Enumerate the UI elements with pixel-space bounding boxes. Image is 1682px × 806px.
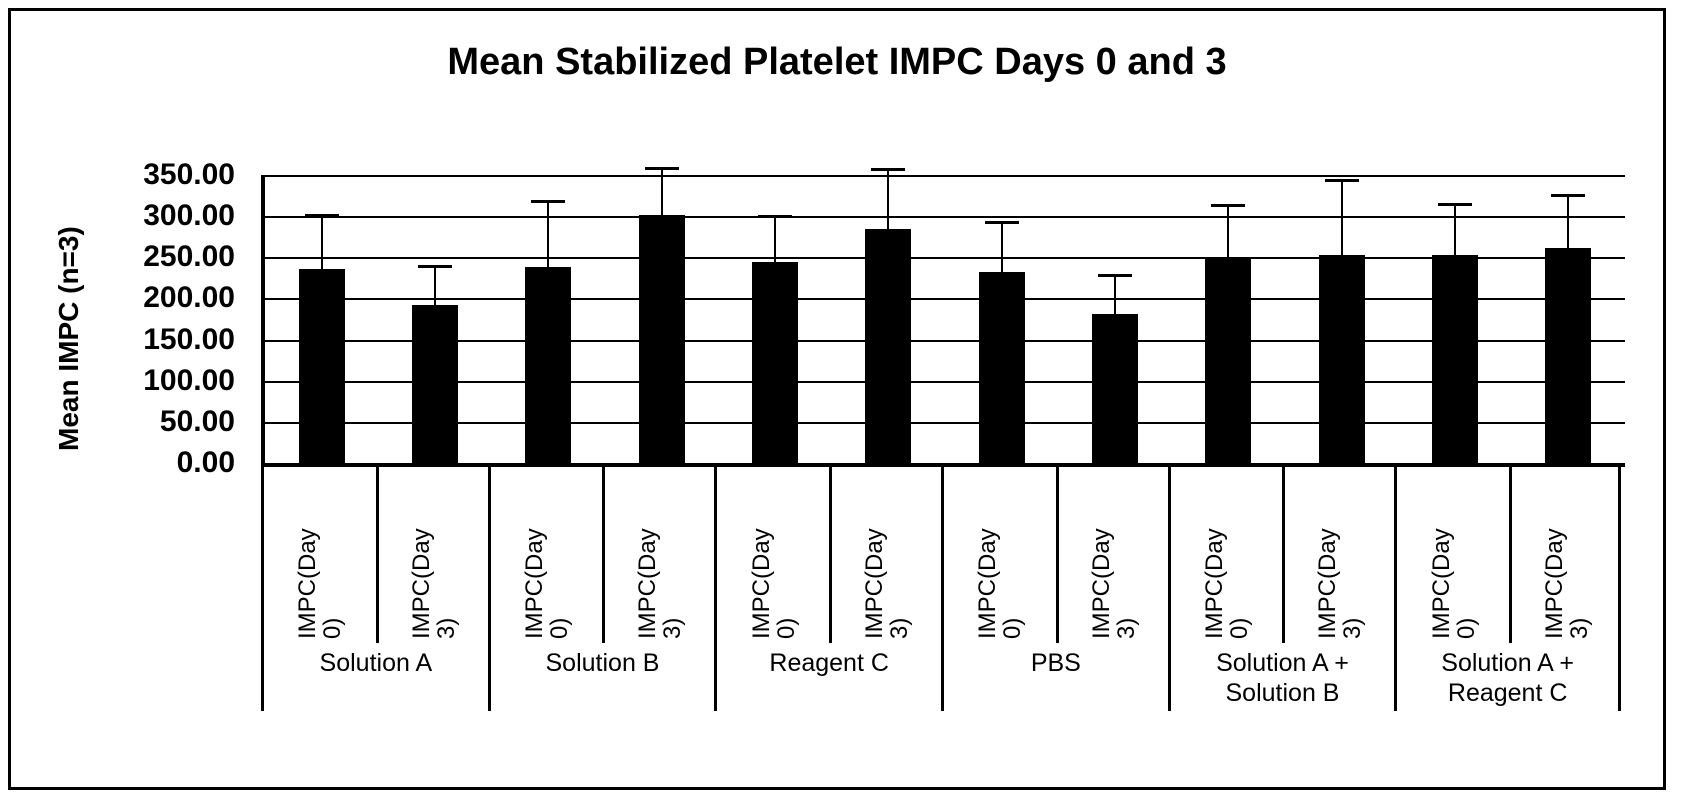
error-bar-cap [1325,179,1359,182]
axis-series-label [1284,463,1397,643]
bar [1545,248,1591,463]
axis-group-label: Solution A + Solution B [1216,649,1349,707]
error-bar-cap [1438,203,1472,206]
error-bar-cap [1098,274,1132,277]
bar-group-cell [1398,175,1511,463]
error-bar-cap [1211,204,1245,207]
error-bar-cap [871,168,905,171]
axis-series-label-text: IMPC(Day 3) [634,528,687,639]
axis-group [1168,463,1395,711]
category-axis-labels [261,463,1621,711]
bar [1432,255,1478,463]
error-bar-line [1001,224,1003,272]
error-bar-line [434,268,436,305]
error-bar-line [321,217,323,269]
axis-group [488,463,715,711]
axis-series-label-text: IMPC(Day 0) [521,528,574,639]
y-tick-label: 250.00 [143,240,235,274]
chart-figure [8,8,1666,790]
bar-group-cell [1285,175,1398,463]
axis-group [941,463,1168,711]
bar-group-cell [1058,175,1171,463]
bar [299,269,345,463]
axis-series-label-text: IMPC(Day 3) [1541,528,1594,639]
error-bar-cap [305,214,339,217]
error-bar-line [774,218,776,262]
axis-series-label [1057,463,1170,643]
axis-group-label: Solution A + Reagent C [1441,649,1575,707]
axis-group-label: PBS [1030,649,1081,677]
bar [865,229,911,463]
axis-series-label [604,463,717,643]
error-bar-cap [418,265,452,268]
axis-group-label: Reagent C [769,649,889,677]
axis-series-label [264,463,377,643]
bar-group-cell [265,175,378,463]
bar [639,215,685,464]
axis-series-label [377,463,490,643]
axis-series-label [717,463,830,643]
error-bar-line [1341,182,1343,254]
axis-group-label: Solution B [545,649,660,677]
bar-group-cell [832,175,945,463]
bar-group-cell [718,175,831,463]
y-tick-label: 50.00 [159,404,235,438]
axis-group [261,463,488,711]
bar-group-cell [492,175,605,463]
axis-series-label [944,463,1057,643]
error-bar-cap [645,167,679,170]
axis-series-label-text: IMPC(Day 0) [747,528,800,639]
axis-series-label [1171,463,1284,643]
y-axis-title: Mean IMPC (n=3) [53,226,84,452]
axis-series-label-text: IMPC(Day 3) [407,528,460,639]
error-bar-cap [1551,194,1585,197]
bar-group-cell [1172,175,1285,463]
axis-group [1394,463,1621,711]
bar [1319,255,1365,463]
error-bar-cap [985,221,1019,224]
axis-series-label [1511,463,1624,643]
axis-series-label-text: IMPC(Day 0) [1201,528,1254,639]
bar [1205,258,1251,463]
bar [412,305,458,463]
error-bar-cap [531,200,565,203]
axis-series-label [1397,463,1510,643]
axis-group-label: Solution A [319,649,433,677]
plot-area [261,175,1625,467]
axis-series-label [831,463,944,643]
axis-series-label [491,463,604,643]
bar [1092,314,1138,463]
y-tick-label: 200.00 [143,281,235,315]
axis-group [714,463,941,711]
bar-group-cell [945,175,1058,463]
error-bar-line [1567,197,1569,248]
axis-series-label-text: IMPC(Day 3) [1314,528,1367,639]
error-bar-line [887,171,889,229]
chart-title: Mean Stabilized Platelet IMPC Days 0 and 3 [447,41,1227,83]
bar [752,262,798,463]
error-bar-line [1114,277,1116,314]
bar-group-cell [605,175,718,463]
bar-group-cell [1512,175,1625,463]
axis-series-label-text: IMPC(Day 3) [1087,528,1140,639]
y-tick-label: 150.00 [143,322,235,356]
axis-series-label-text: IMPC(Day 0) [294,528,347,639]
error-bar-line [661,170,663,214]
y-tick-label: 350.00 [143,158,235,191]
error-bar-line [547,203,549,267]
bar-series [265,175,1625,463]
y-tick-label: 100.00 [143,363,235,397]
axis-series-label-text: IMPC(Day 0) [974,528,1027,639]
y-tick-label: 0.00 [176,446,235,479]
error-bar-cap [758,215,792,218]
axis-series-label-text: IMPC(Day 0) [1427,528,1480,639]
bar-group-cell [378,175,491,463]
bar [979,272,1025,463]
error-bar-line [1227,207,1229,258]
y-tick-label: 300.00 [143,199,235,233]
y-axis-tick-labels [93,157,243,481]
error-bar-line [1454,206,1456,255]
bar [525,267,571,463]
axis-series-label-text: IMPC(Day 3) [861,528,914,639]
